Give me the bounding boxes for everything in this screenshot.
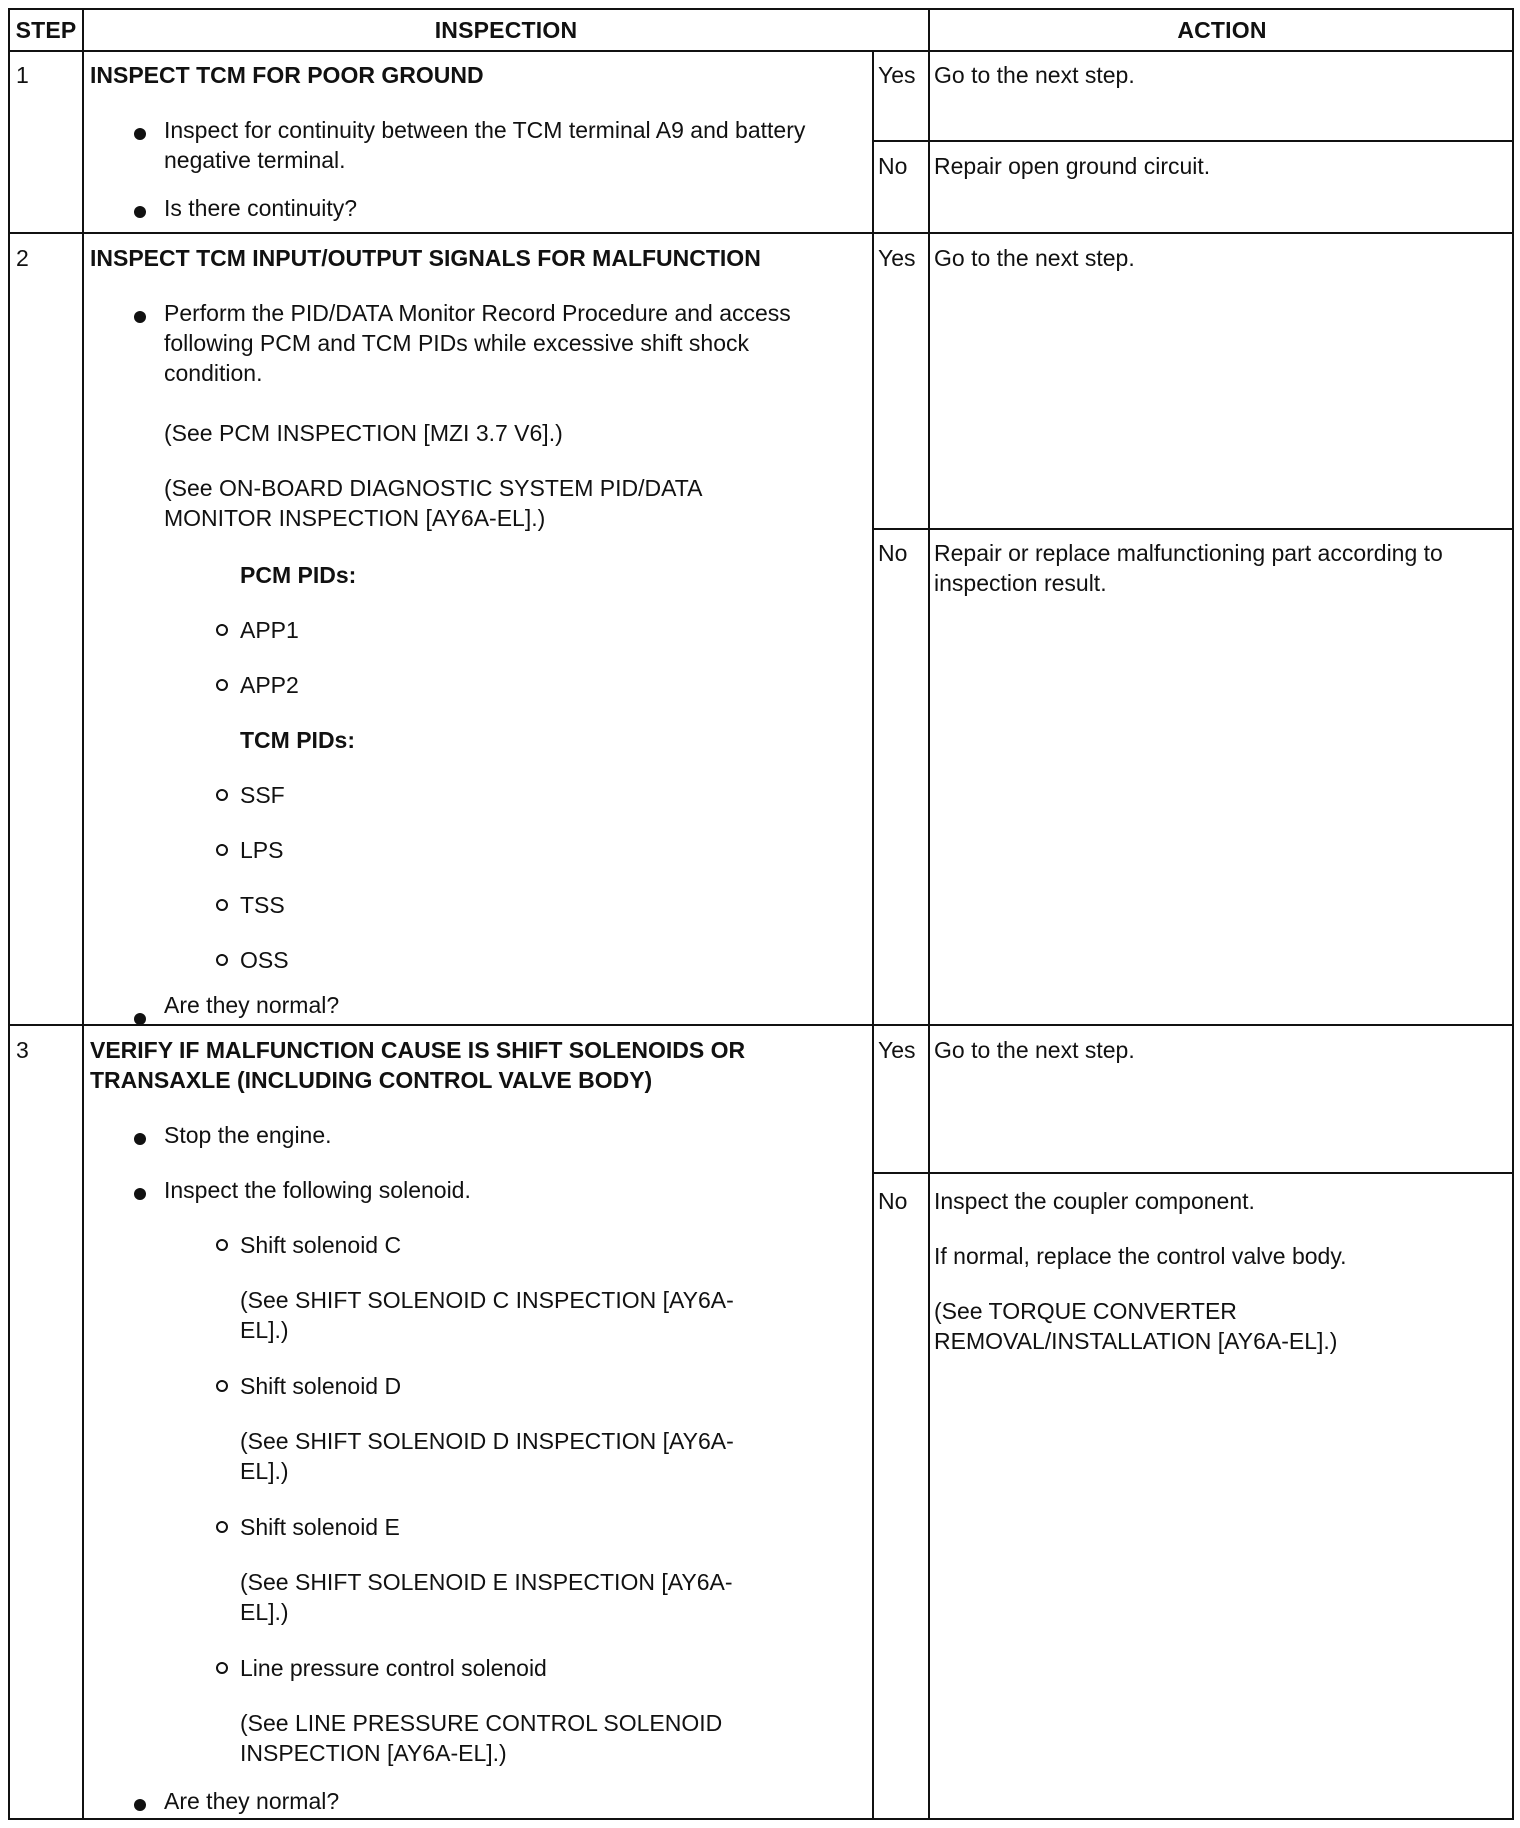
circle-bullet-icon: [216, 789, 228, 801]
bullet-icon: [134, 1799, 146, 1811]
step-1-question: Is there continuity?: [164, 195, 358, 221]
step-3-number: 3: [16, 1037, 29, 1063]
step-1-no-action: Repair open ground circuit.: [934, 153, 1211, 179]
pid-tss: TSS: [240, 892, 285, 918]
pid-app2: APP2: [240, 672, 299, 698]
header-inspection: INSPECTION: [434, 17, 578, 43]
bullet-icon: [134, 1133, 146, 1145]
inspection-table: [8, 8, 1514, 1820]
step-2-ref-pcm: (See PCM INSPECTION [MZI 3.7 V6].): [164, 420, 563, 446]
step-3-no-action-coupler: Inspect the coupler component.: [934, 1188, 1255, 1214]
circle-bullet-icon: [216, 1239, 228, 1251]
solenoid-d-ref: (See SHIFT SOLENOID D INSPECTION [AY6A-EL].): [240, 1428, 734, 1484]
step-3-no-label: No: [878, 1188, 908, 1214]
line-pressure-solenoid-name: Line pressure control solenoid: [240, 1655, 547, 1681]
step-2-title: INSPECT TCM INPUT/OUTPUT SIGNALS FOR MALFUNCTION: [90, 245, 761, 271]
pid-oss: OSS: [240, 947, 289, 973]
bullet-icon: [134, 311, 146, 323]
step-2-no-action: Repair or replace malfunctioning part according to inspection result.: [934, 540, 1443, 596]
bullet-icon: [134, 1013, 146, 1025]
header-action: ACTION: [1177, 17, 1267, 43]
step-2-number: 2: [16, 245, 29, 271]
step-2-ref-obd: (See ON-BOARD DIAGNOSTIC SYSTEM PID/DATA MONITOR INSPECTION [AY6A-EL].): [164, 475, 702, 531]
bullet-icon: [134, 128, 146, 140]
circle-bullet-icon: [216, 679, 228, 691]
solenoid-e-name: Shift solenoid E: [240, 1514, 400, 1540]
step-1-yes-label: Yes: [878, 62, 916, 88]
circle-bullet-icon: [216, 1521, 228, 1533]
circle-bullet-icon: [216, 954, 228, 966]
step-1-title: INSPECT TCM FOR POOR GROUND: [90, 62, 484, 88]
step-2-yes-label: Yes: [878, 245, 916, 271]
col-divider-step: [82, 10, 84, 1820]
step-3-question: Are they normal?: [164, 1788, 340, 1814]
solenoid-c-ref: (See SHIFT SOLENOID C INSPECTION [AY6A-EL].): [240, 1287, 734, 1343]
step3-yes-no-rule: [872, 1172, 1514, 1174]
circle-bullet-icon: [216, 624, 228, 636]
pid-lps: LPS: [240, 837, 284, 863]
step-3-no-action-ref: (See TORQUE CONVERTER REMOVAL/INSTALLATION [AY6A-EL].): [934, 1298, 1338, 1354]
header-rule: [10, 50, 1514, 52]
bullet-icon: [134, 206, 146, 218]
step2-bottom-rule: [10, 1024, 1514, 1026]
step-1-yes-action: Go to the next step.: [934, 62, 1135, 88]
solenoid-c-name: Shift solenoid C: [240, 1232, 402, 1258]
circle-bullet-icon: [216, 899, 228, 911]
col-divider-inspection: [928, 10, 930, 1820]
step-1-item-continuity: Inspect for continuity between the TCM terminal A9 and battery negative terminal.: [164, 117, 806, 173]
line-pressure-solenoid-ref: (See LINE PRESSURE CONTROL SOLENOID INSPECTION [AY6A-EL].): [240, 1710, 723, 1766]
tcm-pids-heading: TCM PIDs:: [240, 727, 355, 753]
pid-app1: APP1: [240, 617, 299, 643]
step-2-yes-action: Go to the next step.: [934, 245, 1135, 271]
step-3-yes-action: Go to the next step.: [934, 1037, 1135, 1063]
step-2-no-label: No: [878, 540, 908, 566]
circle-bullet-icon: [216, 1662, 228, 1674]
step-1-no-label: No: [878, 153, 908, 179]
step-2-intro: Perform the PID/DATA Monitor Record Procedure and access following PCM and TCM PIDs while excessive shift shock condition.: [164, 300, 791, 386]
bullet-icon: [134, 1188, 146, 1200]
step-3-item-stop-engine: Stop the engine.: [164, 1122, 332, 1148]
step1-bottom-rule: [10, 232, 1514, 234]
step-2-question: Are they normal?: [164, 992, 340, 1018]
header-step: STEP: [15, 17, 77, 43]
solenoid-e-ref: (See SHIFT SOLENOID E INSPECTION [AY6A-EL].): [240, 1569, 733, 1625]
col-divider-yesno: [872, 50, 874, 1820]
step-3-item-inspect-solenoid: Inspect the following solenoid.: [164, 1177, 471, 1203]
circle-bullet-icon: [216, 1380, 228, 1392]
circle-bullet-icon: [216, 844, 228, 856]
step-3-no-action-replace: If normal, replace the control valve body.: [934, 1243, 1347, 1269]
pid-ssf: SSF: [240, 782, 285, 808]
solenoid-d-name: Shift solenoid D: [240, 1373, 402, 1399]
step2-yes-no-rule: [872, 528, 1514, 530]
step-3-title: VERIFY IF MALFUNCTION CAUSE IS SHIFT SOLENOIDS OR TRANSAXLE (INCLUDING CONTROL VALVE BODY): [90, 1037, 746, 1093]
step-3-yes-label: Yes: [878, 1037, 916, 1063]
step-1-number: 1: [16, 62, 29, 88]
step1-yes-no-rule: [872, 140, 1514, 142]
pcm-pids-heading: PCM PIDs:: [240, 562, 357, 588]
